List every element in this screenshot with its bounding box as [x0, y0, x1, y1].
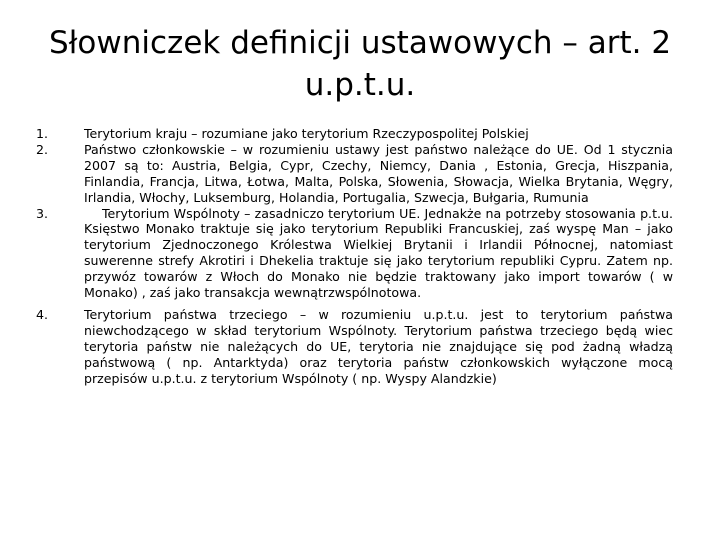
list-item — [36, 126, 673, 142]
list-item — [36, 142, 673, 206]
list-item-text: Terytorium Wspólnoty – zasadniczo terytorium UE. Jednakże na potrzeby stosowania p.t.u. Księstwo Monako traktuje się jako terytorium Republiki Francuskiej, zaś wyspę Man – jako terytorium Zjednoczonego Królestwa Wielkiej Brytanii i Irlandii Północnej, natomiast suwerenne strefy Akrotiri i Dhekelia traktuje się jako terytorium republiki Cypru. Zatem np. przywóz towarów z Włoch do Monako nie będzie traktowany jako import towarów ( w Monako) , zaś jako transakcja wewnątrzwspólnotowa. — [84, 205, 673, 301]
list-item — [36, 307, 673, 387]
list-item-number: 4. — [36, 306, 49, 322]
list-item-number: 3. — [36, 205, 49, 221]
list-item-number: 1. — [36, 126, 49, 141]
list-item-text: Terytorium kraju – rozumiane jako terytorium Rzeczypospolitej Polskiej — [84, 126, 529, 141]
page-title: Słowniczek definicji ustawowych – art. 2 u.p.t.u. — [48, 25, 672, 103]
list-item-text: Państwo członkowskie – w rozumieniu ustawy jest państwo należące do UE. Od 1 stycznia 2007 są to: Austria, Belgia, Cypr, Czechy, Niemcy, Dania , Estonia, Grecja, Hiszpania, Finlandia, Francja, Litwa, Łotwa, Malta, Polska, Słowenia, Słowacja, Wielka Brytania, Węgry, Irlandia, Włochy, Luksemburg, Holandia, Portugalia, Szwecja, Bułgaria, Rumunia — [84, 141, 673, 205]
definitions-list — [36, 126, 673, 387]
list-item-number: 2. — [36, 141, 49, 157]
list-item — [36, 206, 673, 301]
list-item-text: Terytorium państwa trzeciego – w rozumieniu u.p.t.u. jest to terytorium państwa niewchodzącego w skład terytorium Wspólnoty. Terytorium państwa trzeciego będą wiec terytoria państw nie należących do UE, terytoria nie znajdujące się pod żadną władzą państwową ( np. Antarktyda) oraz terytoria państw członkowskich wyłączone mocą przepisów u.p.t.u. z terytorium Wspólnoty ( np. Wyspy Alandzkie) — [84, 306, 673, 386]
